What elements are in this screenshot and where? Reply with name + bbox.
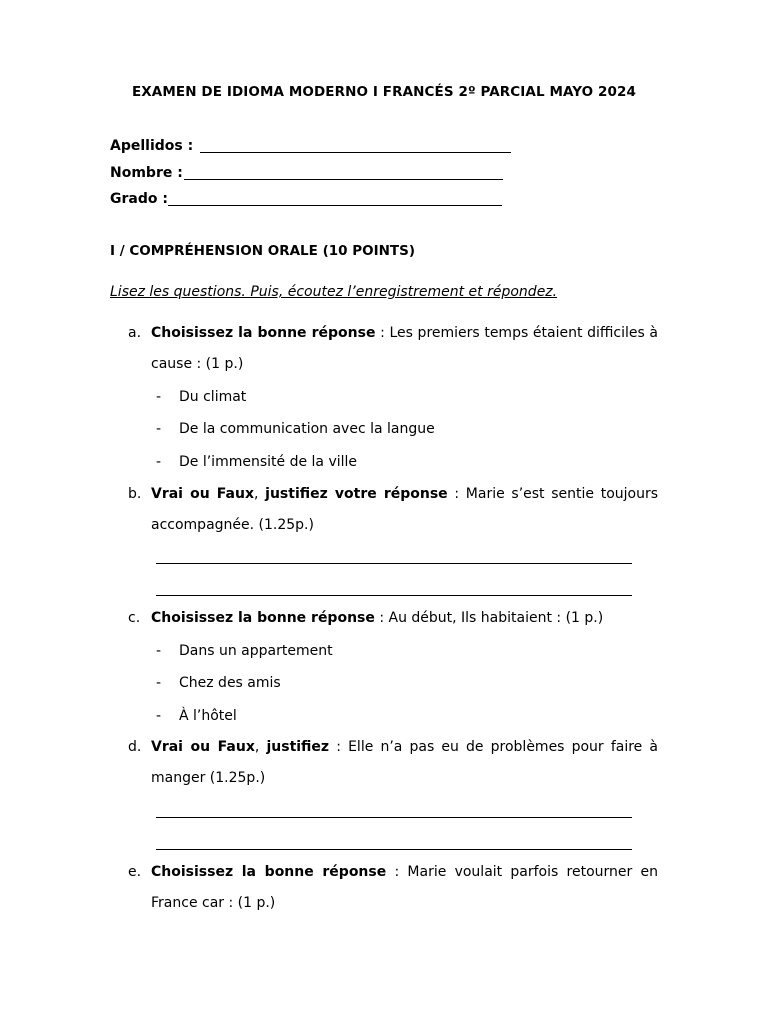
question-text: : Marie s’est sentie toujours accompagnée. (1.25p.) [151,486,659,533]
question-instruction: Vrai ou Faux [151,739,255,755]
question-marker: a. [128,325,142,341]
option-dash: - [156,708,162,724]
option-dash: - [156,643,162,659]
question-instruction: Choisissez la bonne réponse [151,325,376,341]
option-item[interactable] [156,452,357,472]
name-label: Nombre : [110,165,183,181]
option-dash: - [156,454,162,470]
option-label: Dans un appartement [179,643,333,659]
name-input-line[interactable] [184,179,503,180]
option-item[interactable] [156,641,333,661]
degree-input-line[interactable] [168,205,502,206]
question-c [128,603,658,634]
answer-line[interactable] [156,817,632,818]
question-text: : Les premiers temps étaient difficiles à cause : (1 p.) [151,325,658,372]
option-label: De la communication avec la langue [179,421,435,437]
option-dash: - [156,389,162,405]
answer-line[interactable] [156,563,632,564]
option-item[interactable] [156,419,435,439]
option-label: Chez des amis [179,675,281,691]
question-separator: , [254,739,267,755]
question-text: : Elle n’a pas eu de problèmes pour faire à manger (1.25p.) [151,739,658,786]
question-b [128,479,658,541]
option-label: À l’hôtel [179,708,237,724]
option-item[interactable] [156,706,237,726]
option-dash: - [156,675,162,691]
option-label: De l’immensité de la ville [179,454,358,470]
question-instruction: Choisissez la bonne réponse [151,864,387,880]
surname-input-line[interactable] [200,152,511,153]
question-marker: e. [128,864,142,880]
question-d [128,732,658,794]
option-item[interactable] [156,673,281,693]
question-e [128,857,658,919]
question-marker: c. [128,610,141,626]
question-marker: d. [128,739,142,755]
section-instruction: Lisez les questions. Puis, écoutez l’enregistrement et répondez. [110,284,558,300]
option-label: Du climat [179,389,247,405]
answer-line[interactable] [156,595,632,596]
question-text: : Marie voulait parfois retourner en France car : (1 p.) [151,864,658,911]
question-instruction-2: justifiez [266,739,330,755]
question-instruction: Choisissez la bonne réponse [151,610,375,626]
question-instruction-2: justifiez votre réponse [265,486,448,502]
question-instruction: Vrai ou Faux [151,486,254,502]
option-dash: - [156,421,162,437]
question-marker: b. [128,486,142,502]
degree-label: Grado : [110,191,168,207]
section-title: I / COMPRÉHENSION ORALE (10 POINTS) [110,243,416,259]
exam-title: EXAMEN DE IDIOMA MODERNO I FRANCÉS 2º PARCIAL MAYO 2024 [131,84,637,100]
question-text: : Au début, Ils habitaient : (1 p.) [374,610,604,626]
question-a [128,318,658,380]
question-separator: , [254,486,266,502]
option-item[interactable] [156,387,246,407]
answer-line[interactable] [156,849,632,850]
surname-label: Apellidos : [110,138,194,154]
